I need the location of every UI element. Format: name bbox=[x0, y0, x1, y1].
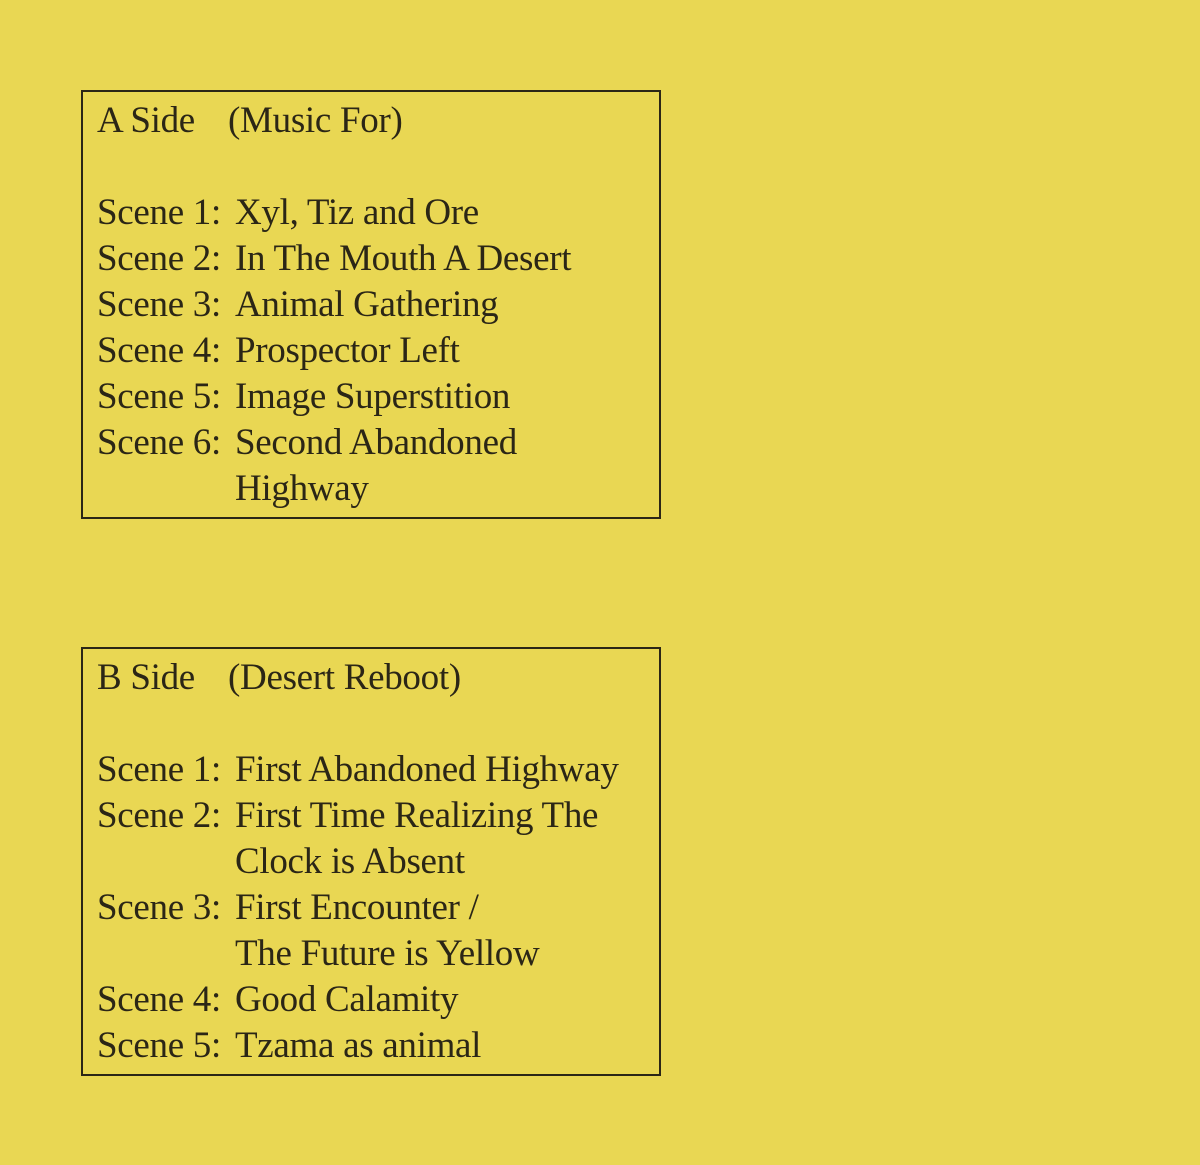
b-side-tracklist bbox=[81, 647, 661, 1076]
track-item bbox=[97, 282, 645, 328]
track-item bbox=[97, 885, 645, 977]
scene-number: Scene 2: bbox=[97, 795, 221, 836]
track-item bbox=[97, 793, 645, 885]
scene-number: Scene 1: bbox=[97, 749, 221, 790]
track-item bbox=[97, 236, 645, 282]
track-item bbox=[97, 1023, 645, 1069]
scene-title: Good Calamity bbox=[235, 979, 459, 1020]
track-item bbox=[97, 374, 645, 420]
scene-title: First Encounter / The Future is Yellow bbox=[235, 887, 540, 974]
b-side-label: B Side bbox=[97, 657, 195, 698]
b-side-track-list bbox=[97, 747, 645, 1069]
scene-title: Image Superstition bbox=[235, 376, 511, 417]
a-side-label: A Side bbox=[97, 100, 195, 141]
scene-title: First Time Realizing The Clock is Absent bbox=[235, 795, 599, 882]
scene-title: Tzama as animal bbox=[235, 1025, 482, 1066]
b-side-header bbox=[97, 655, 645, 701]
a-side-header bbox=[97, 98, 645, 144]
scene-number: Scene 5: bbox=[97, 1025, 221, 1066]
scene-number: Scene 6: bbox=[97, 422, 221, 463]
a-side-tracklist bbox=[81, 90, 661, 519]
scene-number: Scene 4: bbox=[97, 979, 221, 1020]
scene-title: In The Mouth A Desert bbox=[235, 238, 572, 279]
scene-number: Scene 3: bbox=[97, 284, 221, 325]
track-item bbox=[97, 420, 645, 512]
scene-title: Xyl, Tiz and Ore bbox=[235, 192, 479, 233]
scene-title: Animal Gathering bbox=[235, 284, 499, 325]
track-item bbox=[97, 747, 645, 793]
track-item bbox=[97, 977, 645, 1023]
track-item bbox=[97, 190, 645, 236]
a-side-track-list bbox=[97, 190, 645, 512]
scene-title: Second Abandoned Highway bbox=[235, 422, 517, 509]
scene-number: Scene 3: bbox=[97, 887, 221, 928]
scene-number: Scene 1: bbox=[97, 192, 221, 233]
scene-title: Prospector Left bbox=[235, 330, 460, 371]
scene-number: Scene 4: bbox=[97, 330, 221, 371]
scene-number: Scene 2: bbox=[97, 238, 221, 279]
a-side-subtitle: (Music For) bbox=[228, 100, 403, 141]
scene-number: Scene 5: bbox=[97, 376, 221, 417]
scene-title: First Abandoned Highway bbox=[235, 749, 619, 790]
b-side-subtitle: (Desert Reboot) bbox=[228, 657, 461, 698]
track-item bbox=[97, 328, 645, 374]
